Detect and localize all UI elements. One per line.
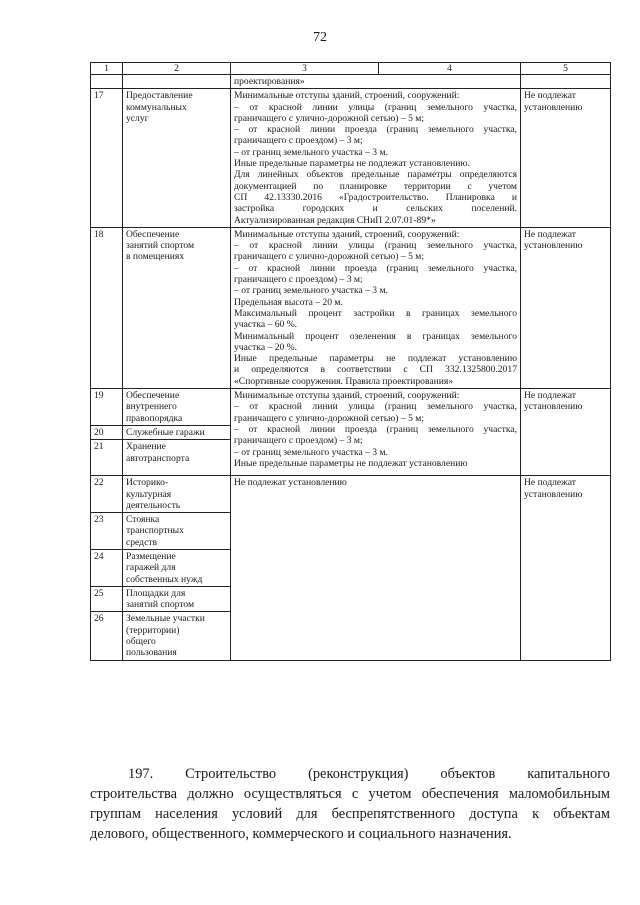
row-number: 24 bbox=[91, 549, 123, 586]
land-use-name-line: автотранспорта bbox=[126, 452, 190, 464]
land-use-name-line: занятий спортом bbox=[126, 240, 195, 252]
header-col-4: 4 bbox=[379, 63, 521, 75]
header-col-3: 3 bbox=[231, 63, 379, 75]
row-number: 23 bbox=[91, 513, 123, 550]
parameters-line: граничащего с проездом) – 3 м; bbox=[234, 435, 363, 447]
note-line: установлению bbox=[524, 101, 583, 113]
parameters-line: граничащего с улично-дорожной сетью) – 5 м; bbox=[234, 412, 424, 424]
parameters-line: Минимальные отступы зданий, строений, сооружений: bbox=[234, 390, 460, 402]
land-use-name bbox=[123, 440, 231, 476]
parameters-line: Максимальный процент застройки в границах земельного bbox=[234, 307, 517, 319]
parameters-line: участка – 60 %. bbox=[234, 319, 298, 331]
land-use-name-line: Стоянка bbox=[126, 514, 160, 526]
parameters-line: Минимальные отступы зданий, строений, сооружений: bbox=[234, 228, 460, 240]
land-use-name-line: коммунальных bbox=[126, 101, 187, 113]
parameters-line: – от красной линии улицы (границ земельного участка, bbox=[234, 401, 517, 413]
parameters-line: Актуализированная редакция СНиП 2.07.01-89*» bbox=[234, 214, 436, 226]
land-use-name-line: средств bbox=[126, 536, 158, 548]
note-line: установлению bbox=[524, 488, 583, 500]
parameters-line: – от красной линии проезда (границ земельного участка, bbox=[234, 124, 517, 136]
land-use-name bbox=[123, 513, 231, 550]
table-row bbox=[91, 227, 611, 388]
land-use-name-line: занятий спортом bbox=[126, 599, 195, 611]
parameters-line: Иные предельные параметры не подлежат установлению. bbox=[234, 158, 470, 170]
row-number: 25 bbox=[91, 586, 123, 612]
cell-empty bbox=[91, 75, 123, 89]
parameters-line: граничащего с проездом) – 3 м; bbox=[234, 274, 363, 286]
land-use-name-line: пользования bbox=[126, 647, 177, 659]
paragraph-197 bbox=[90, 764, 610, 844]
land-use-name bbox=[123, 549, 231, 586]
continuation-row bbox=[91, 75, 611, 89]
land-use-name-line: деятельность bbox=[126, 499, 181, 511]
parameters-text bbox=[231, 89, 521, 228]
table-header-row bbox=[91, 63, 611, 75]
parameters-line: – от красной линии улицы (границ земельного участка, bbox=[234, 101, 517, 113]
table-row bbox=[91, 89, 611, 228]
continuation-text: проектирования» bbox=[231, 75, 521, 89]
paragraph-line: группам населения условий для беспрепятственного доступа к объектам bbox=[90, 806, 610, 822]
row-number: 26 bbox=[91, 612, 123, 660]
note-line: установлению bbox=[524, 401, 583, 413]
land-use-name bbox=[123, 227, 231, 388]
paragraph-line: делового, общественного, коммерческого и социального назначения. bbox=[90, 826, 512, 842]
table-row bbox=[91, 389, 611, 426]
note-cell bbox=[521, 89, 611, 228]
note-cell bbox=[521, 476, 611, 660]
parameters-line: «Спортивные сооружения. Правила проектирования» bbox=[234, 375, 454, 387]
land-use-name-line: Площадки для bbox=[126, 587, 186, 599]
land-use-name-line: общего bbox=[126, 636, 156, 648]
row-number: 18 bbox=[91, 227, 123, 388]
parameters-line: Для линейных объектов предельные параметры определяются bbox=[234, 169, 517, 181]
parameters-line: – от границ земельного участка – 3 м. bbox=[234, 446, 388, 458]
land-use-name-line: Земельные участки bbox=[126, 613, 205, 625]
parameters-line: граничащего с улично-дорожной сетью) – 5 м; bbox=[234, 251, 424, 263]
land-use-name bbox=[123, 389, 231, 426]
land-use-name-line: услуг bbox=[126, 112, 149, 124]
note-line: Не подлежат bbox=[524, 228, 576, 240]
header-col-5: 5 bbox=[521, 63, 611, 75]
parameters-line: Иные предельные параметры не подлежат установлению bbox=[234, 457, 468, 469]
parameters-line: – от красной линии улицы (границ земельного участка, bbox=[234, 240, 517, 252]
land-use-name-line: культурная bbox=[126, 488, 172, 500]
note-cell bbox=[521, 227, 611, 388]
land-use-name-line: Историко- bbox=[126, 477, 169, 489]
land-use-name-line: (территории) bbox=[126, 624, 180, 636]
paragraph-line: строительства должно осуществляться с учетом обеспечения маломобильным bbox=[90, 786, 610, 802]
parameters-text bbox=[231, 389, 521, 476]
land-use-name-line: гаражей для bbox=[126, 562, 176, 574]
land-use-name-line: Обеспечение bbox=[126, 228, 180, 240]
parameters-line: участка – 20 %. bbox=[234, 341, 298, 353]
header-col-1: 1 bbox=[91, 63, 123, 75]
land-use-name-line: в помещениях bbox=[126, 251, 185, 263]
note-cell bbox=[521, 389, 611, 476]
row-number: 22 bbox=[91, 476, 123, 513]
note-line: Не подлежат bbox=[524, 477, 576, 489]
land-use-name-line: Хранение bbox=[126, 441, 166, 453]
cell-empty bbox=[521, 75, 611, 89]
parameters-line: Минимальный процент озеленения в границах земельного bbox=[234, 330, 517, 342]
land-use-name bbox=[123, 476, 231, 513]
parameters-line: граничащего с улично-дорожной сетью) – 5 м; bbox=[234, 112, 424, 124]
land-use-name-line: Служебные гаражи bbox=[126, 426, 205, 438]
land-use-name bbox=[123, 586, 231, 612]
row-number: 17 bbox=[91, 89, 123, 228]
land-use-name-line: Обеспечение bbox=[126, 390, 180, 402]
land-use-name-line: Размещение bbox=[126, 550, 176, 562]
land-use-name-line: внутреннего bbox=[126, 401, 177, 413]
parameters-line: граничащего с проездом) – 3 м; bbox=[234, 135, 363, 147]
land-use-name bbox=[123, 425, 231, 439]
note-line: Не подлежат bbox=[524, 390, 576, 402]
parameters-line: застройка городских и сельских поселений. bbox=[234, 203, 517, 215]
paragraph-line: 197. Строительство (реконструкция) объектов капитального bbox=[128, 766, 610, 782]
land-use-name bbox=[123, 89, 231, 228]
parameters-line: Иные предельные параметры не подлежат установлению bbox=[234, 353, 517, 365]
land-use-name-line: правопорядка bbox=[126, 412, 183, 424]
note-line: установлению bbox=[524, 240, 583, 252]
row-number: 20 bbox=[91, 425, 123, 439]
header-col-2: 2 bbox=[123, 63, 231, 75]
land-use-name bbox=[123, 612, 231, 660]
land-use-name-line: собственных нужд bbox=[126, 573, 203, 585]
row-number: 21 bbox=[91, 440, 123, 476]
note-line: Не подлежат bbox=[524, 90, 576, 102]
table-row bbox=[91, 476, 611, 513]
parameters-line: СП 42.13330.2016 «Градостроительство. Планировка и bbox=[234, 191, 517, 203]
row-number: 19 bbox=[91, 389, 123, 426]
parameters-text: Не подлежат установлению bbox=[231, 476, 521, 660]
land-use-table bbox=[90, 62, 611, 661]
parameters-line: и определяются в соответствии с СП 332.1325800.2017 bbox=[234, 364, 517, 376]
parameters-line: Минимальные отступы зданий, строений, сооружений: bbox=[234, 90, 460, 102]
parameters-line: Предельная высота – 20 м. bbox=[234, 296, 343, 308]
parameters-line: – от границ земельного участка – 3 м. bbox=[234, 285, 388, 297]
parameters-line: – от границ земельного участка – 3 м. bbox=[234, 146, 388, 158]
cell-empty bbox=[123, 75, 231, 89]
parameters-line: – от красной линии проезда (границ земельного участка, bbox=[234, 423, 517, 435]
parameters-text bbox=[231, 227, 521, 388]
page-number: 72 bbox=[313, 30, 327, 45]
land-use-name-line: Предоставление bbox=[126, 90, 193, 102]
parameters-line: документацией по планировке территории с учетом bbox=[234, 180, 517, 192]
parameters-line: – от красной линии проезда (границ земельного участка, bbox=[234, 262, 517, 274]
land-use-name-line: транспортных bbox=[126, 525, 184, 537]
